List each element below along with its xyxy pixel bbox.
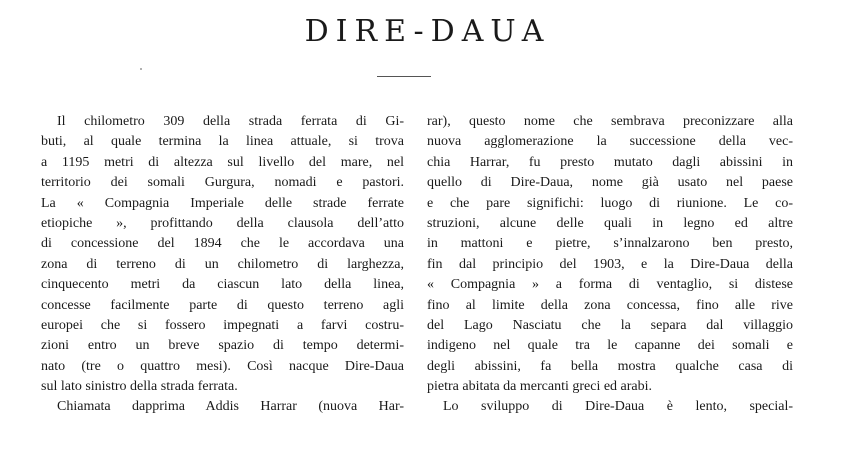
scan-speck xyxy=(140,68,142,70)
text-line: di concessione del 1894 che le accordava una xyxy=(41,236,404,252)
text-line: Chiamata dapprima Addis Harrar (nuova Har- xyxy=(57,399,404,415)
title-divider xyxy=(377,76,431,77)
text-line: e che pare significhi: luogo di riunione. Le co- xyxy=(427,195,793,211)
text-line: quello di Dire-Daua, nome già usato nel paese xyxy=(427,175,793,191)
text-line: nuova agglomerazione la successione della vec- xyxy=(427,134,793,150)
text-line: a 1195 metri di altezza sul livello del mare, nel xyxy=(41,154,404,170)
text-line: sul lato sinistro della strada ferrata. xyxy=(41,379,238,395)
text-line: europei che si fossero impegnati a farvi costru- xyxy=(41,317,404,333)
text-line: zioni entro un breve spazio di tempo determi- xyxy=(41,338,404,354)
text-line: struzioni, alcune delle quali in legno ed altre xyxy=(427,215,793,231)
text-line: fin dal principio del 1903, e la Dire-Daua della xyxy=(427,256,793,272)
text-line: chia Harrar, fu presto mutato dagli abissini in xyxy=(427,154,793,170)
text-line: Il chilometro 309 della strada ferrata di Gi- xyxy=(57,114,404,129)
text-line: rar), questo nome che sembrava preconizzare alla xyxy=(427,114,793,129)
right-column xyxy=(427,112,793,418)
text-line: indigeno nel quale tra le capanne dei somali e xyxy=(427,338,793,354)
text-line: concesse facilmente parte di questo terreno agli xyxy=(41,297,404,313)
text-line: territorio dei somali Gurgura, nomadi e pastori. xyxy=(41,175,404,191)
text-line: cinquecento metri da ciascun lato della linea, xyxy=(41,277,404,293)
text-line: del Lago Nasciatu che la separa dal villaggio xyxy=(427,317,793,333)
text-line: nato (tre o quattro mesi). Così nacque Dire-Daua xyxy=(41,358,404,374)
text-line: etiopiche », profittando della clausola dell’atto xyxy=(41,215,404,231)
text-line: « Compagnia » a forma di ventaglio, si distese xyxy=(427,277,793,293)
text-line: in mattoni e pietre, s’innalzarono ben presto, xyxy=(427,236,793,252)
text-line: Lo sviluppo di Dire-Daua è lento, special- xyxy=(443,399,793,415)
text-line: zona di terreno di un chilometro di larghezza, xyxy=(41,256,404,272)
text-line: fino al limite della zona concessa, fino alle rive xyxy=(427,297,793,313)
text-line: pietra abitata da mercanti greci ed arabi. xyxy=(427,379,653,395)
text-line: La « Compagnia Imperiale delle strade ferrate xyxy=(41,195,404,211)
text-line: buti, al quale termina la linea attuale, si trova xyxy=(41,134,404,150)
page-title: DIRE-DAUA xyxy=(304,14,551,49)
left-column xyxy=(41,112,404,418)
text-line: degli abissini, fa bella mostra qualche casa di xyxy=(427,358,793,374)
